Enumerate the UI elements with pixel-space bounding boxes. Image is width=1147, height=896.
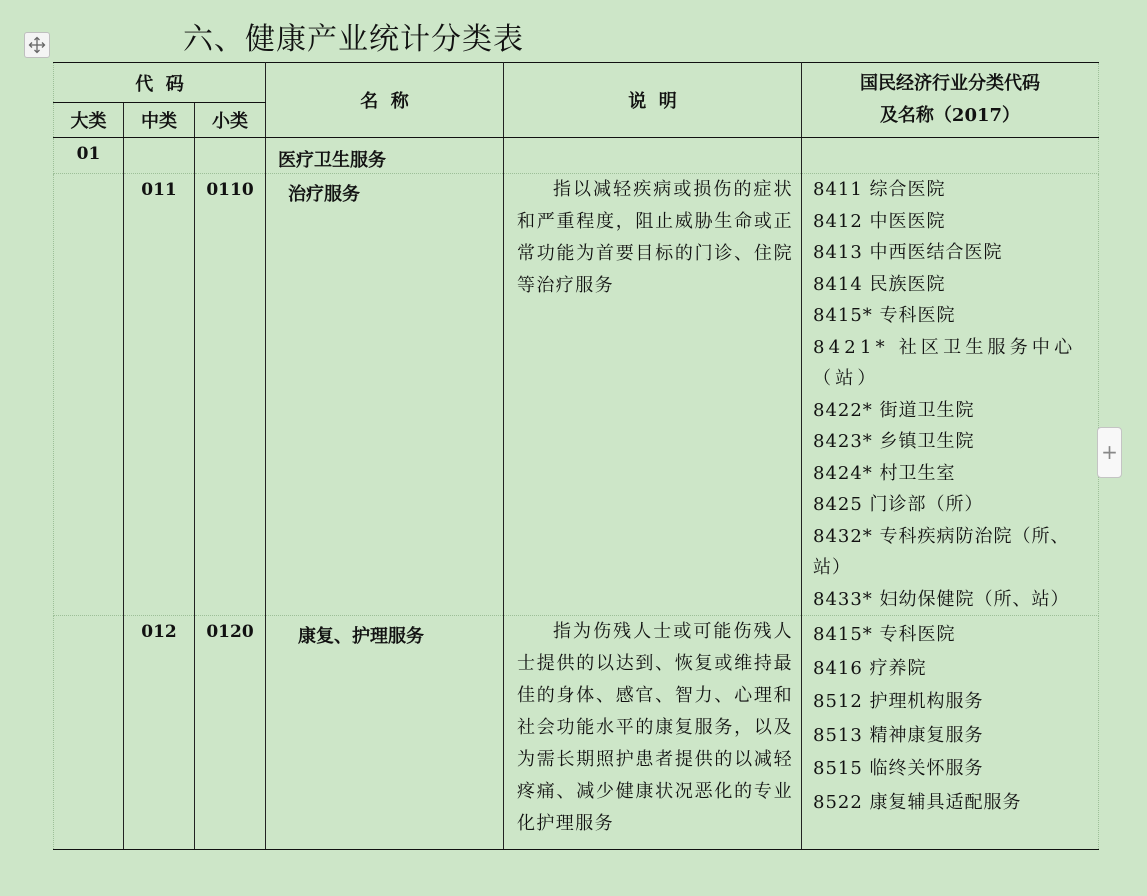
- list-item: 8421* 社区卫生服务中心（站）: [813, 336, 1077, 389]
- list-item: 8411 综合医院: [813, 179, 946, 200]
- industry-list: [802, 174, 1098, 615]
- page-title: 六、健康产业统计分类表: [183, 22, 524, 57]
- industry-cell: [802, 174, 1099, 616]
- header-industry-line1: 国民经济行业分类代码: [860, 73, 1040, 94]
- major-code: [54, 174, 124, 616]
- industry-cell: [802, 138, 1099, 174]
- list-item: 8433* 妇幼保健院（所、站）: [813, 588, 1070, 610]
- list-item: 8415* 专科医院: [813, 624, 956, 645]
- category-name: 医疗卫生服务: [266, 138, 504, 174]
- minor-code: 0110: [195, 174, 266, 616]
- list-item: 8512 护理机构服务: [813, 691, 984, 712]
- industry-list: [802, 618, 1098, 819]
- minor-code: 0120: [195, 616, 266, 850]
- header-code-group: 代 码: [54, 63, 266, 103]
- header-name: 名 称: [266, 63, 504, 138]
- header-industry-line2: 及名称（2017）: [879, 105, 1021, 126]
- minor-code: [195, 138, 266, 174]
- add-column-plus-icon[interactable]: +: [1097, 427, 1122, 478]
- middle-code: 012: [124, 616, 195, 850]
- description-text: 指为伤残人士或可能伤残人士提供的以达到、恢复或维持最佳的身体、感官、智力、心理和社会功能水平的康复服务，以及为需长期照护患者提供的以减轻疼痛、减少健康状况恶化的专业化护理服务: [517, 621, 793, 834]
- category-name: 治疗服务: [266, 174, 504, 616]
- list-item: 8515 临终关怀服务: [813, 758, 984, 779]
- category-name: 康复、护理服务: [266, 616, 504, 850]
- classification-table: [53, 62, 1099, 850]
- list-item: 8422* 街道卫生院: [813, 399, 975, 421]
- list-item: 8415* 专科医院: [813, 305, 956, 326]
- header-description: 说 明: [504, 63, 802, 138]
- category-description: [504, 138, 802, 174]
- list-item: 8414 民族医院: [813, 273, 946, 295]
- list-item: 8413 中西医结合医院: [813, 242, 1003, 263]
- table-move-handle-icon[interactable]: [24, 32, 50, 58]
- category-description: [504, 174, 802, 616]
- list-item: 8423* 乡镇卫生院: [813, 431, 975, 452]
- industry-cell: [802, 616, 1099, 850]
- middle-code: 011: [124, 174, 195, 616]
- list-item: 8416 疗养院: [813, 657, 927, 679]
- list-item: 8424* 村卫生室: [813, 462, 956, 484]
- header-minor: 小类: [195, 103, 266, 138]
- table-row: [54, 138, 1099, 174]
- middle-code: [124, 138, 195, 174]
- list-item: 8522 康复辅具适配服务: [813, 791, 1022, 813]
- list-item: 8425 门诊部（所）: [813, 494, 984, 515]
- table-row: [54, 616, 1099, 850]
- list-item: 8412 中医医院: [813, 210, 946, 232]
- category-description: [504, 616, 802, 850]
- list-item: 8432* 专科疾病防治院（所、站）: [813, 525, 1070, 578]
- major-code: [54, 616, 124, 850]
- header-major: 大类: [54, 103, 124, 138]
- description-text: 指以减轻疾病或损伤的症状和严重程度，阻止威胁生命或正常功能为首要目标的门诊、住院等治疗服务: [517, 179, 793, 296]
- major-code: 01: [54, 138, 124, 174]
- table-row: [54, 174, 1099, 616]
- header-industry-code: [802, 63, 1099, 138]
- header-middle: 中类: [124, 103, 195, 138]
- list-item: 8513 精神康复服务: [813, 724, 984, 746]
